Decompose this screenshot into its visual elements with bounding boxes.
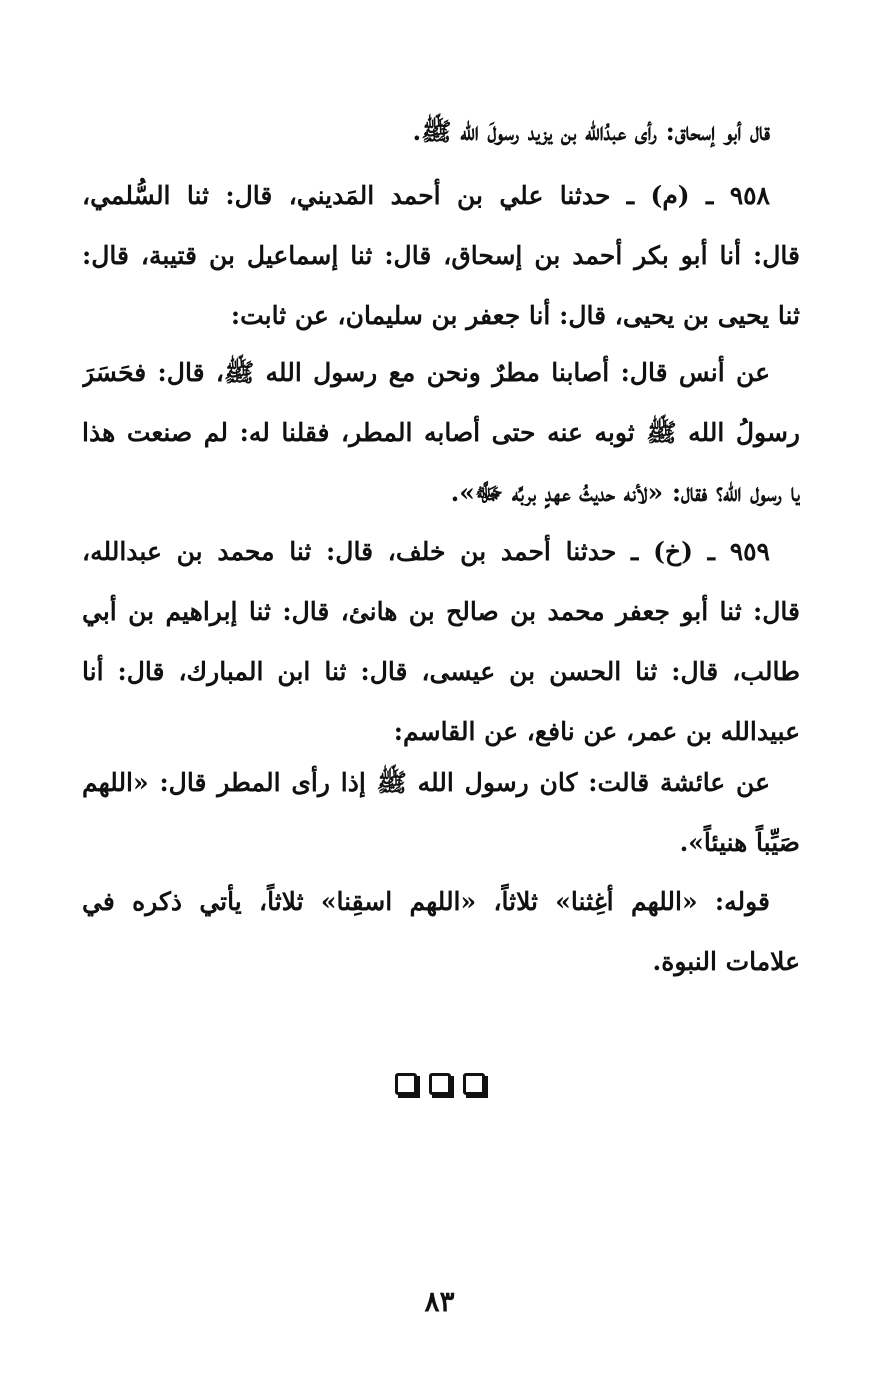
text-line: يا رسول الله؟ فقال: «لأنه حديثُ عهدٍ بربِّه ﷻ».: [450, 478, 800, 507]
paragraph-hadith-959-matn: [82, 753, 800, 873]
text-line: قوله: «اللهم أغِثنا» ثلاثاً، «اللهم اسقِنا» ثلاثاً، يأتي ذكره في: [82, 887, 770, 916]
square-ornament-icon: [395, 1073, 417, 1095]
text-line: عبيدالله بن عمر، عن نافع، عن القاسم:: [393, 717, 800, 746]
paragraph-intro: [82, 102, 800, 162]
text-line: ٩٥٩ ـ (خ) ـ حدثنا أحمد بن خلف، قال: ثنا محمد بن عبدالله،: [82, 537, 770, 566]
paragraph-hadith-959-isnad: [82, 522, 800, 762]
paragraph-hadith-958-isnad: [82, 166, 800, 346]
text-line: قال: ثنا أبو جعفر محمد بن صالح بن هانئ، قال: ثنا إبراهيم بن أبي: [82, 597, 800, 626]
text-line: قال أبو إسحاق: رأى عبدُالله بن يزيد رسولَ الله ﷺ.: [412, 117, 770, 146]
text-line: عن أنس قال: أصابنا مطرٌ ونحن مع رسول الله ﷺ، قال: فحَسَرَ: [82, 358, 770, 387]
text-line: ثنا يحيى بن يحيى، قال: أنا جعفر بن سليمان، عن ثابت:: [230, 301, 800, 330]
square-ornament-icon: [429, 1073, 451, 1095]
paragraph-hadith-958-matn: [82, 343, 800, 523]
text-line: طالب، قال: ثنا الحسن بن عيسى، قال: ثنا ابن المبارك، قال: أنا: [82, 657, 800, 686]
text-line: صَيِّباً هنيئاً».: [679, 828, 800, 857]
text-line: ٩٥٨ ـ (م) ـ حدثنا علي بن أحمد المَديني، قال: ثنا السُّلمي،: [82, 181, 770, 210]
text-line: علامات النبوة.: [652, 947, 800, 976]
page-number: ٨٣: [424, 1285, 455, 1318]
text-line: قال: أنا أبو بكر أحمد بن إسحاق، قال: ثنا إسماعيل بن قتيبة، قال:: [82, 241, 800, 270]
text-line: عن عائشة قالت: كان رسول الله ﷺ إذا رأى المطر قال: «اللهم: [82, 768, 770, 797]
paragraph-note: [82, 872, 800, 992]
section-separator: [0, 1073, 879, 1103]
square-ornament-icon: [463, 1073, 485, 1095]
text-line: رسولُ الله ﷺ ثوبه عنه حتى أصابه المطر، فقلنا له: لم صنعت هذا: [82, 418, 800, 447]
